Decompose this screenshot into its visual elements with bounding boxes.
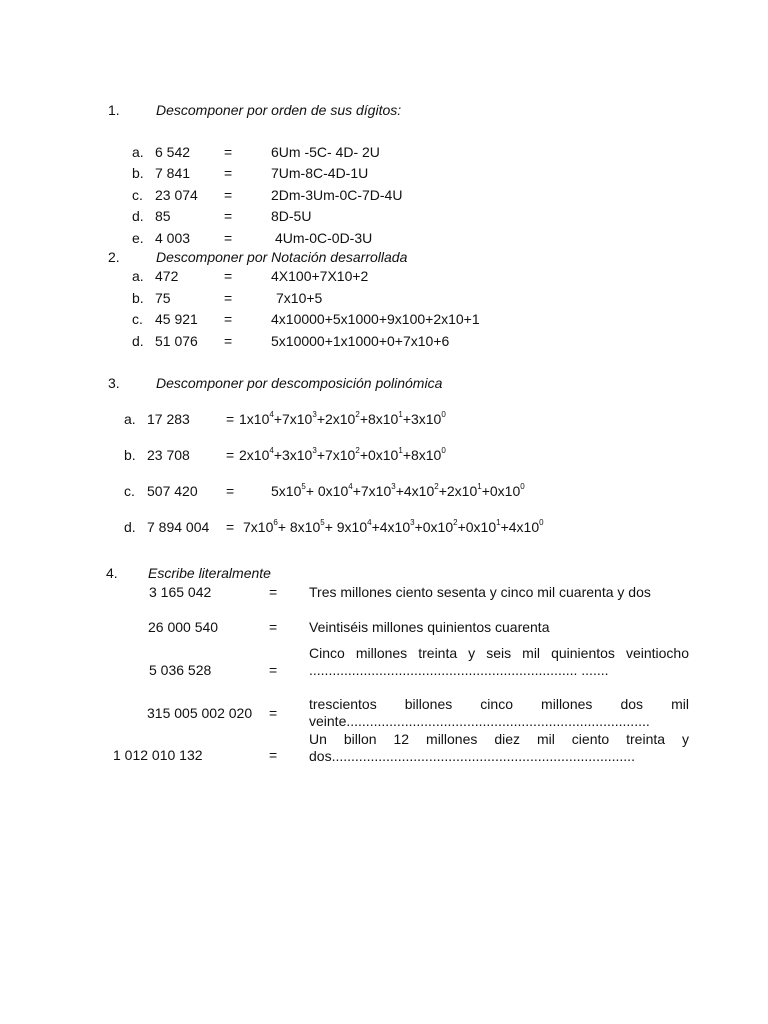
term-base: +8x10 [359, 411, 399, 427]
item-words: Veintiséis millones quinientos cuarenta [309, 619, 550, 635]
term-exponent: 0 [539, 518, 544, 528]
section-4-number: 4. [106, 565, 118, 581]
item-words: Cinco millones treinta y seis mil quinientos veintiocho ..................................................................... ....... [309, 645, 689, 678]
term-exponent: 3 [410, 518, 415, 528]
item-result: 4Um-0C-0D-3U [275, 230, 373, 246]
term-base: + 8x10 [277, 519, 321, 535]
equals-sign: = [226, 447, 235, 463]
equals-sign: = [224, 268, 233, 284]
term-base: +2x10 [438, 483, 478, 499]
item-number: 85 [155, 208, 171, 224]
equals-sign: = [224, 144, 233, 160]
term-exponent: 5 [320, 518, 325, 528]
item-number: 7 894 004 [147, 519, 210, 535]
term-base: +2x10 [316, 411, 356, 427]
item-letter: b. [124, 447, 136, 463]
term-base: +7x10 [273, 411, 313, 427]
item-result: 6Um -5C- 4D- 2U [271, 144, 380, 160]
item-number: 4 003 [155, 230, 191, 246]
item-number: 17 283 [147, 411, 190, 427]
item-result: 4x10000+5x1000+9x100+2x10+1 [271, 311, 480, 327]
equals-sign: = [269, 747, 278, 763]
item-result: 2Dm-3Um-0C-7D-4U [271, 187, 403, 203]
section-2-title: Descomponer por Notación desarrollada [156, 249, 408, 265]
term-exponent: 1 [398, 446, 403, 456]
equals-sign: = [224, 333, 233, 349]
term-exponent: 2 [355, 446, 360, 456]
term-exponent: 4 [269, 410, 274, 420]
term-exponent: 3 [312, 410, 317, 420]
equals-sign: = [269, 705, 278, 721]
equals-sign: = [224, 230, 233, 246]
item-number: 1 012 010 132 [113, 747, 203, 763]
item-number: 75 [155, 290, 171, 306]
item-number: 472 [155, 268, 179, 284]
equals-sign: = [224, 187, 233, 203]
item-letter: c. [132, 311, 143, 327]
equals-sign: = [226, 519, 235, 535]
term-base: 5x10 [271, 483, 302, 499]
item-letter: b. [132, 165, 144, 181]
term-base: +3x10 [402, 411, 442, 427]
term-exponent: 1 [496, 518, 501, 528]
item-result: 8D-5U [271, 208, 312, 224]
term-exponent: 4 [367, 518, 372, 528]
term-base: +3x10 [273, 447, 313, 463]
item-number: 315 005 002 020 [147, 705, 253, 721]
term-base: +0x10 [414, 519, 454, 535]
term-base: 2x10 [239, 447, 270, 463]
equals-sign: = [269, 619, 278, 635]
item-letter: b. [132, 290, 144, 306]
item-letter: e. [132, 230, 144, 246]
term-base: +4x10 [371, 519, 411, 535]
item-number: 507 420 [147, 483, 198, 499]
item-number: 5 036 528 [149, 662, 212, 678]
term-exponent: 2 [434, 482, 439, 492]
equals-sign: = [224, 165, 233, 181]
term-exponent: 3 [312, 446, 317, 456]
section-2-number: 2. [108, 249, 120, 265]
item-number: 7 841 [155, 165, 191, 181]
term-base: +0x10 [457, 519, 497, 535]
equals-sign: = [226, 483, 235, 499]
term-exponent: 3 [391, 482, 396, 492]
polynomial-expression [243, 519, 544, 535]
term-exponent: 2 [355, 410, 360, 420]
term-exponent: 1 [477, 482, 482, 492]
item-number: 3 165 042 [149, 584, 212, 600]
equals-sign: = [269, 584, 278, 600]
section-1-title: Descomponer por orden de sus dígitos: [156, 102, 402, 118]
term-base: 1x10 [239, 411, 270, 427]
item-letter: a. [132, 268, 144, 284]
polynomial-expression [271, 483, 525, 499]
term-base: +7x10 [352, 483, 392, 499]
term-exponent: 1 [398, 410, 403, 420]
item-number: 23 074 [155, 187, 198, 203]
term-base: +0x10 [359, 447, 399, 463]
item-words: Un billon 12 millones diez mil ciento treinta y dos.............................................................................. [309, 731, 689, 764]
item-result: 4X100+7X10+2 [271, 268, 369, 284]
term-exponent: 6 [273, 518, 278, 528]
item-words: Tres millones ciento sesenta y cinco mil cuarenta y dos [309, 584, 651, 600]
term-exponent: 0 [441, 410, 446, 420]
section-4-title: Escribe literalmente [148, 565, 271, 581]
item-letter: c. [132, 187, 143, 203]
equals-sign: = [224, 208, 233, 224]
term-base: + 9x10 [324, 519, 368, 535]
polynomial-expression [239, 447, 446, 463]
section-3-title: Descomponer por descomposición polinómica [156, 375, 443, 391]
item-result: 5x10000+1x1000+0+7x10+6 [271, 333, 450, 349]
section-1-number: 1. [108, 102, 120, 118]
term-exponent: 0 [441, 446, 446, 456]
item-words: trescientos billones cinco millones dos mil veinte.............................................................................. [309, 696, 689, 729]
item-number: 23 708 [147, 447, 190, 463]
item-result: 7Um-8C-4D-1U [271, 165, 369, 181]
term-exponent: 2 [453, 518, 458, 528]
equals-sign: = [226, 411, 235, 427]
term-base: +0x10 [481, 483, 521, 499]
term-exponent: 5 [301, 482, 306, 492]
item-number: 51 076 [155, 333, 198, 349]
term-base: +4x10 [395, 483, 435, 499]
equals-sign: = [224, 290, 233, 306]
section-3-number: 3. [108, 375, 120, 391]
term-base: + 0x10 [305, 483, 349, 499]
term-base: +8x10 [402, 447, 442, 463]
item-result: 7x10+5 [276, 290, 323, 306]
item-letter: a. [124, 411, 136, 427]
item-letter: d. [132, 333, 144, 349]
polynomial-expression [239, 411, 446, 427]
item-number: 26 000 540 [148, 619, 219, 635]
equals-sign: = [269, 662, 278, 678]
term-base: +4x10 [500, 519, 540, 535]
item-number: 6 542 [155, 144, 191, 160]
term-base: +7x10 [316, 447, 356, 463]
item-letter: c. [124, 483, 135, 499]
term-exponent: 4 [269, 446, 274, 456]
term-exponent: 0 [520, 482, 525, 492]
term-base: 7x10 [243, 519, 274, 535]
item-letter: a. [132, 144, 144, 160]
item-letter: d. [132, 208, 144, 224]
equals-sign: = [224, 311, 233, 327]
item-letter: d. [124, 519, 136, 535]
term-exponent: 4 [348, 482, 353, 492]
item-number: 45 921 [155, 311, 198, 327]
